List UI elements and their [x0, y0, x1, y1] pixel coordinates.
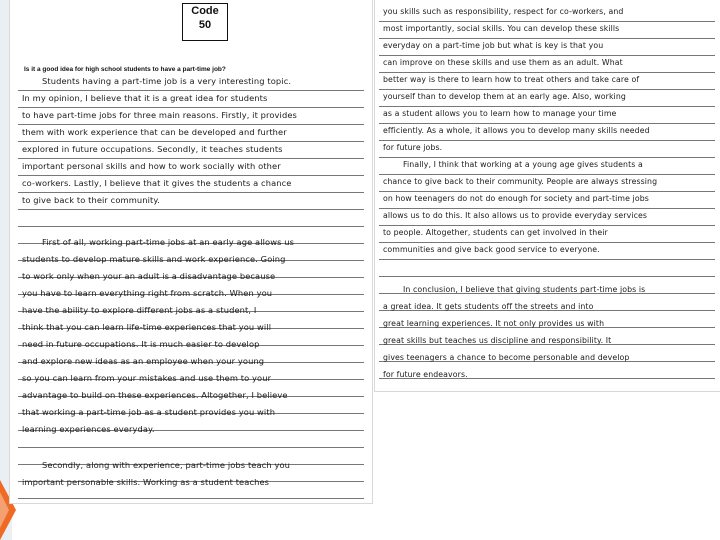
ruled-line — [379, 123, 715, 124]
handwritten-line: In conclusion, I believe that giving students part-time jobs is — [403, 285, 646, 294]
handwritten-line: everyday on a part-time job but what is key is that you — [383, 41, 604, 50]
handwritten-line: think that you can learn life-time experiences that you will — [22, 322, 272, 332]
handwritten-line: Students having a part-time job is a very interesting topic. — [42, 76, 292, 86]
handwritten-line: yourself than to develop them at an early age. Also, working — [383, 92, 626, 101]
handwritten-line: to work only when your an adult is a disadvantage because — [22, 271, 276, 281]
ruled-line — [379, 140, 715, 141]
essay-page-1 — [10, 0, 372, 503]
handwritten-line: In my opinion, I believe that it is a great idea for students — [22, 93, 268, 103]
handwritten-line: on how teenagers do not do enough for society and part-time jobs — [383, 194, 649, 203]
ruled-line — [379, 157, 715, 158]
handwritten-line: need in future occupations. It is much easier to develop — [22, 339, 260, 349]
ruled-line — [18, 175, 364, 176]
handwritten-line: a great idea. It gets students off the streets and into — [383, 302, 594, 311]
handwritten-line: can improve on these skills and use them as an adult. What — [383, 58, 623, 67]
ruled-line — [18, 226, 364, 227]
handwritten-line: students to develop mature skills and work experience. Going — [22, 254, 286, 264]
handwritten-line: for future jobs. — [383, 143, 443, 152]
handwritten-line: important personable skills. Working as a student teaches — [22, 477, 270, 487]
ruled-line — [379, 55, 715, 56]
handwritten-line: to give back to their community. — [22, 195, 160, 205]
handwritten-line: co-workers. Lastly, I believe that it gives the students a chance — [22, 178, 292, 188]
handwritten-line: allows us to do this. It also allows us to provide everyday services — [383, 211, 648, 220]
handwritten-line: for future endeavors. — [383, 370, 468, 379]
handwritten-line: important personal skills and how to work socially with other — [22, 161, 281, 171]
ruled-line — [379, 259, 715, 260]
handwritten-line: gives teenagers a chance to become personable and develop — [383, 353, 630, 362]
ruled-line — [18, 192, 364, 193]
handwritten-line: so you can learn from your mistakes and use them to your — [22, 373, 272, 383]
handwritten-line: explored in future occupations. Secondly, it teaches students — [22, 144, 283, 154]
handwritten-line: great learning experiences. It not only provides us with — [383, 319, 605, 328]
ruled-line — [18, 141, 364, 142]
ruled-line — [379, 191, 715, 192]
ruled-line — [18, 209, 364, 210]
handwritten-line: better way is there to learn how to treat others and take care of — [383, 75, 640, 84]
handwritten-line: Secondly, along with experience, part-time jobs teach you — [42, 460, 290, 470]
essay-prompt: Is it a good idea for high school students to have a part-time job? — [24, 66, 226, 73]
ruled-line — [18, 498, 364, 499]
handwritten-line: you have to learn everything right from scratch. When you — [22, 288, 273, 298]
ruled-line — [18, 124, 364, 125]
handwritten-line: great skills but teaches us discipline and responsibility. It — [383, 336, 612, 345]
handwritten-line: Finally, I think that working at a young age gives students a — [403, 160, 643, 169]
ruled-line — [379, 225, 715, 226]
ruled-line — [18, 447, 364, 448]
handwritten-line: them with work experience that can be developed and further — [22, 127, 287, 137]
handwritten-line: efficiently. As a whole, it allows you to develop many skills needed — [383, 126, 650, 135]
handwritten-line: to have part-time jobs for three main reasons. Firstly, it provides — [22, 110, 297, 120]
ruled-line — [18, 107, 364, 108]
handwritten-line: learning experiences everyday. — [22, 424, 155, 434]
handwritten-line: communities and give back good service to everyone. — [383, 245, 600, 254]
handwritten-line: and explore new ideas as an employee when your young — [22, 356, 265, 366]
handwritten-line: advantage to build on these experiences. Altogether, I believe — [22, 390, 288, 400]
handwritten-line: you skills such as responsibility, respect for co-workers, and — [383, 7, 624, 16]
code-value: 50 — [198, 19, 212, 31]
handwritten-line: First of all, working part-time jobs at an early age allows us — [42, 237, 295, 247]
ruled-line — [379, 106, 715, 107]
handwritten-line: have the ability to explore different jobs as a student, I — [22, 305, 257, 315]
ruled-line — [379, 38, 715, 39]
essay-page-2 — [375, 0, 720, 391]
handwritten-line: that working a part-time job as a student provides you with — [22, 407, 276, 417]
code-label: Code — [191, 5, 219, 17]
handwritten-line: to people. Altogether, students can get involved in their — [383, 228, 608, 237]
ruled-line — [379, 208, 715, 209]
ruled-line — [18, 90, 364, 91]
ruled-line — [18, 158, 364, 159]
ruled-line — [379, 89, 715, 90]
handwritten-line: as a student allows you to learn how to manage your time — [383, 109, 617, 118]
ruled-line — [379, 276, 715, 277]
handwritten-line: most importantly, social skills. You can develop these skills — [383, 24, 620, 33]
ruled-line — [379, 242, 715, 243]
ruled-line — [379, 174, 715, 175]
handwritten-line: chance to give back to their community. People are always stressing — [383, 177, 658, 186]
ruled-line — [379, 21, 715, 22]
ruled-line — [379, 72, 715, 73]
